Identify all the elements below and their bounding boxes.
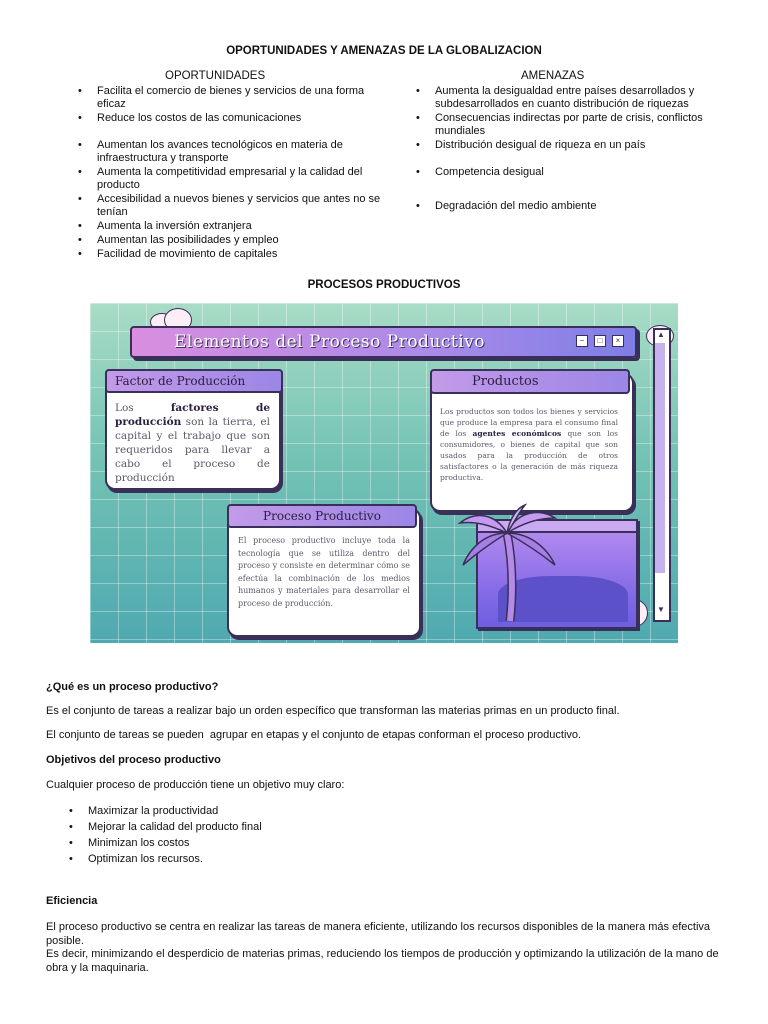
efficiency-heading: Eficiencia	[46, 895, 98, 907]
scroll-down-icon: ▼	[657, 605, 665, 614]
scroll-up-icon: ▲	[657, 330, 665, 339]
factor-card-text: Los factores de producción son la tierra, el capital y el trabajo que son requeridos para llevar a cabo el proceso de producción	[115, 402, 270, 484]
maximize-icon: □	[594, 335, 606, 347]
threats-list	[413, 85, 723, 214]
threat-item: • Aumenta la desigualdad entre países desarrollados y subdesarrollados en cuanto distribución de riquezas	[413, 85, 723, 112]
opportunity-item: • Accesibilidad a nuevos bienes y servicios que antes no se tenían	[75, 193, 385, 220]
opportunities-heading: OPORTUNIDADES	[165, 70, 266, 82]
palm-tree-icon	[455, 503, 570, 623]
paragraph: Es el conjunto de tareas a realizar bajo un orden específico que transforman las materias primas en un producto final.	[46, 705, 620, 717]
factor-card-title: Factor de Producción	[105, 369, 283, 393]
minimize-icon: −	[576, 335, 588, 347]
process-infographic	[90, 303, 678, 643]
document-title: OPORTUNIDADES Y AMENAZAS DE LA GLOBALIZACION	[226, 45, 542, 57]
objectives-heading: Objetivos del proceso productivo	[46, 754, 221, 766]
close-icon: ×	[612, 335, 624, 347]
banner-title: Elementos del Proceso Productivo	[174, 332, 486, 352]
opportunity-item: • Facilidad de movimiento de capitales	[75, 248, 385, 262]
question-heading: ¿Qué es un proceso productivo?	[46, 681, 219, 693]
opportunity-item: • Aumenta la competitividad empresarial y la calidad del producto	[75, 166, 385, 193]
objective-item: • Optimizan los recursos.	[66, 851, 466, 867]
scrollbar-thumb	[655, 343, 665, 573]
opportunity-item: • Aumenta la inversión extranjera	[75, 220, 385, 234]
opportunity-item: • Reduce los costos de las comunicaciones	[75, 112, 385, 126]
opportunity-item: • Aumentan las posibilidades y empleo	[75, 234, 385, 248]
objective-item: • Minimizan los costos	[66, 835, 466, 851]
objectives-list	[66, 803, 466, 867]
paragraph: El proceso productivo se centra en realizar las tareas de manera eficiente, utilizando los recursos disponibles de la manera más efectiva posible.	[46, 921, 711, 947]
threat-item: • Consecuencias indirectas por parte de crisis, conflictos mundiales	[413, 112, 723, 139]
threats-heading: AMENAZAS	[521, 70, 585, 82]
paragraph: Es decir, minimizando el desperdicio de materias primas, reduciendo los tiempos de producción y optimizando la utilización de la mano de obra y la maquinaria.	[46, 948, 719, 974]
objective-item: • Maximizar la productividad	[66, 803, 466, 819]
opportunity-item: • Aumentan los avances tecnológicos en materia de infraestructura y transporte	[75, 139, 385, 166]
process-card-title: Proceso Productivo	[227, 504, 417, 528]
threat-item: • Degradación del medio ambiente	[413, 200, 723, 214]
threat-item: • Distribución desigual de riqueza en un país	[413, 139, 723, 166]
opportunities-list	[75, 85, 385, 262]
threat-item: • Competencia desigual	[413, 166, 723, 200]
processes-title: PROCESOS PRODUCTIVOS	[307, 279, 461, 291]
objective-item: • Mejorar la calidad del producto final	[66, 819, 466, 835]
products-card-title: Productos	[430, 369, 630, 394]
products-card-text: Los productos son todos los bienes y servicios que produce la empresa para el consumo final de los agentes económicos que son los consumidores, o bienes de capital que son usados para la producción de otros satisfactores o la generación de más riqueza productiva.	[440, 407, 618, 482]
process-card-text: El proceso productivo incluye toda la tecnología que se utiliza dentro del proceso y consiste en determinar cómo se efectúa la combinación de los medios humanos y materiales para desarrollar el proceso de producción.	[238, 536, 410, 608]
paragraph: Cualquier proceso de producción tiene un objetivo muy claro:	[46, 779, 345, 791]
infographic-banner	[130, 326, 637, 358]
paragraph: El conjunto de tareas se pueden agrupar en etapas y el conjunto de etapas conforman el proceso productivo.	[46, 729, 582, 741]
opportunity-item: • Facilita el comercio de bienes y servicios de una forma eficaz	[75, 85, 385, 112]
